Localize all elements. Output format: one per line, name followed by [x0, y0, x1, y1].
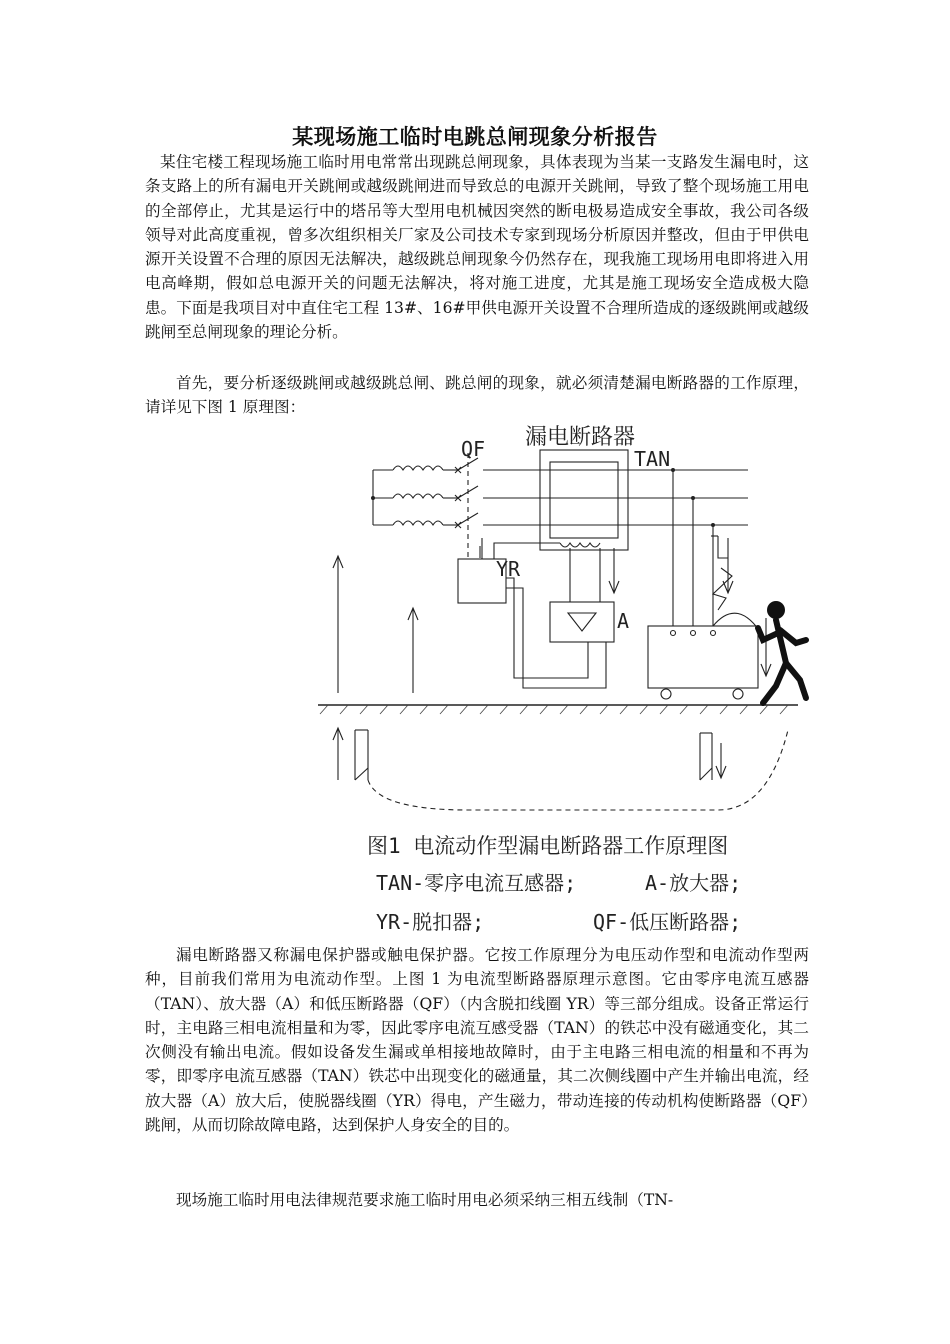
paragraph-breaker-explanation: 漏电断路器又称漏电保护器或触电保护器。它按工作原理分为电压动作型和电流动作型两种，目前我们常用为电流动作型。上图 1 为电流型断路器原理示意图。它由零序电流互感器（TAN）、放大器（A）和低压断路器（QF）（内含脱扣线圈 YR）等三部分组成。设备正常运行时，主电路三相电流相量和为零，因此零序电流互感受器（TAN）的铁芯中没有磁通变化，其二次侧没有输出电流。假如设备发生漏或单相接地故障时，由于主电路三相电流的相量和不再为零，即零序电流互感器（TAN）铁芯中出现变化的磁通量，其二次侧线圈中产生并输出电流，经放大器（A）放大后，使脱器线圈（YR）得电，产生磁力，带动连接的传动机构使断路器（QF）跳闸，从而切除故障电路，达到保护人身安全的目的。 — [145, 946, 809, 1135]
legend-tan: TAN-零序电流互感器; — [376, 871, 577, 895]
document-title: 某现场施工临时电跳总闸现象分析报告 — [292, 124, 658, 149]
label-a: A — [617, 609, 630, 633]
legend-a: A-放大器; — [645, 871, 742, 895]
person-icon — [758, 601, 806, 703]
figure-caption-title: 图1 电流动作型漏电断路器工作原理图 — [367, 834, 729, 858]
legend-yr: YR-脱扣器; — [376, 910, 485, 934]
paragraph-regulation: 现场施工临时用电法律规范要求施工临时用电必须采纳三相五线制（TN- — [176, 1191, 674, 1209]
paragraph-principle-lead: 首先，要分析逐级跳闸或越级跳总闸、跳总闸的现象，就必须清楚漏电断路器的工作原理，请详见下图 1 原理图： — [145, 374, 809, 417]
coil-icon — [393, 494, 443, 498]
label-tan: TAN — [634, 447, 671, 471]
breaker-schematic — [318, 418, 818, 818]
label-qf: QF — [461, 437, 486, 461]
paragraph-intro: 某住宅楼工程现场施工临时用电常常出现跳总闸现象，具体表现为当某一支路发生漏电时，这条支路上的所有漏电开关跳闸或越级跳闸进而导致总的电源开关跳闸，导致了整个现场施工用电的全部停止，尤其是运行中的塔吊等大型用电机械因突然的断电极易造成安全事故，我公司各级领导对此高度重视，曾多次组织相关厂家及公司技术专家到现场分析原因并整改，但由于甲供电源开关设置不合理的原因无法解决，越级跳总闸现象今仍然存在，现我施工现场用电即将进入用电高峰期，假如总电源开关的问题无法解决，将对施工进度，尤其是施工现场安全造成极大隐患。下面是我项目对中直住宅工程 13#、16#甲供电源开关设置不合理所造成的逐级跳闸或越级跳闸至总闸现象的理论分析。 — [145, 153, 809, 342]
label-breaker: 漏电断路器 — [525, 425, 636, 450]
coil-icon — [393, 521, 443, 525]
legend-qf: QF-低压断路器; — [593, 910, 742, 934]
label-yr: YR — [496, 557, 521, 581]
coil-icon — [393, 466, 443, 470]
figure-1-diagram — [318, 418, 818, 818]
